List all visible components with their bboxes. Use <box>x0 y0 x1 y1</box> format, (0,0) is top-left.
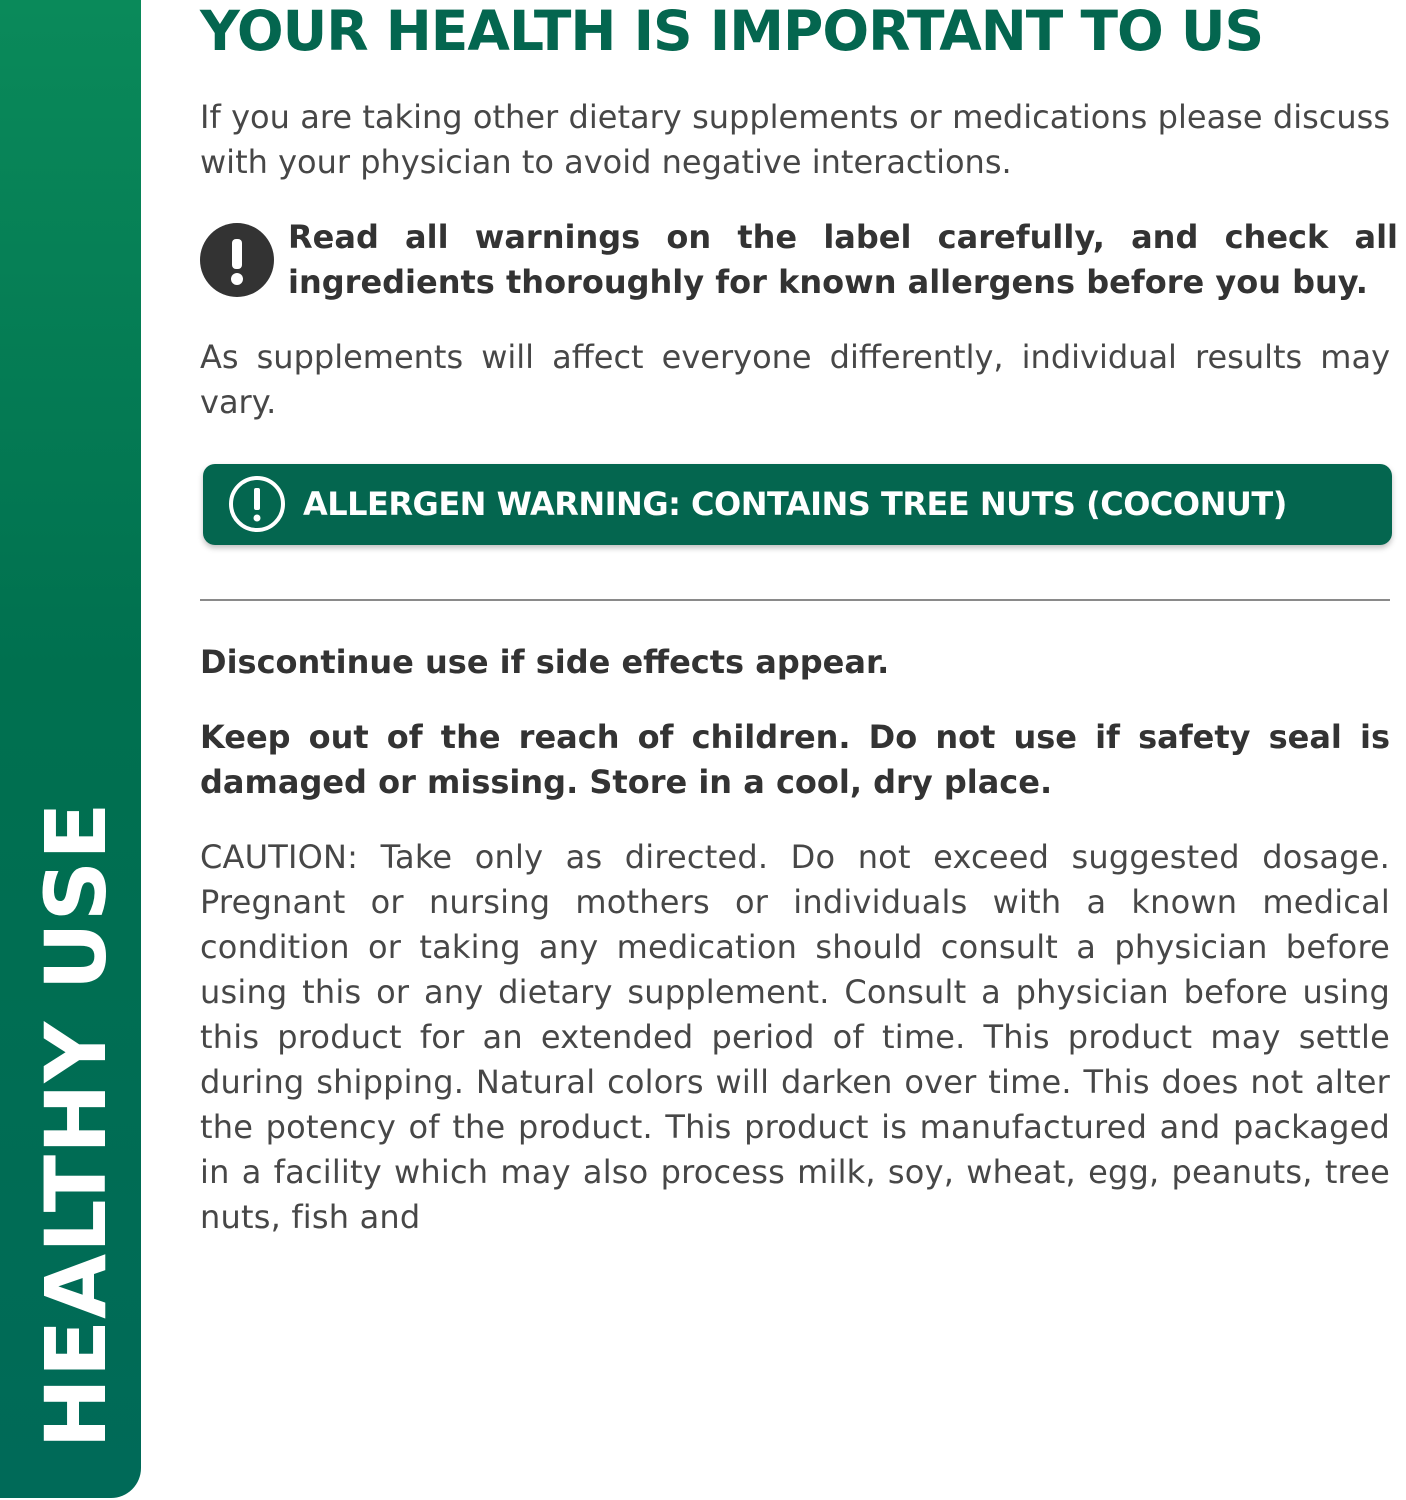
warning-text: Read all warnings on the label carefully, and check all ingredients thoroughly for known allergens before you buy. <box>288 218 1398 301</box>
divider <box>200 599 1390 601</box>
allergen-warning-banner <box>203 464 1392 545</box>
exclamation-circle-icon <box>200 223 274 297</box>
side-label: HEALTHY USE <box>27 801 125 1449</box>
discontinue-text: Discontinue use if side effects appear. <box>200 643 890 681</box>
allergen-warning-text: ALLERGEN WARNING: CONTAINS TREE NUTS (COCONUT) <box>303 485 1287 523</box>
page-title: YOUR HEALTH IS IMPORTANT TO US <box>200 0 1264 63</box>
caution-text: CAUTION: Take only as directed. Do not exceed suggested dosage. Pregnant or nursing mothers or individuals with a known medical condition or taking any medication should consult a physician before using this or any dietary supplement. Consult a physician before using this product for an extended period of time. This product may settle during shipping. Natural colors will darken over time. This does not alter the potency of the product. This product is manufactured and packaged in a facility which may also process milk, soy, wheat, egg, peanuts, tree nuts, fish and <box>200 838 1390 1236</box>
results-note: As supplements will affect everyone differently, individual results may vary. <box>200 338 1390 421</box>
warning-row <box>200 215 1400 307</box>
storage-text: Keep out of the reach of children. Do not use if safety seal is damaged or missing. Store in a cool, dry place. <box>200 718 1390 801</box>
exclamation-outline-icon <box>227 474 287 534</box>
side-band <box>0 0 141 1498</box>
intro-paragraph: If you are taking other dietary supplements or medications please discuss with your physician to avoid negative interactions. <box>200 98 1390 181</box>
